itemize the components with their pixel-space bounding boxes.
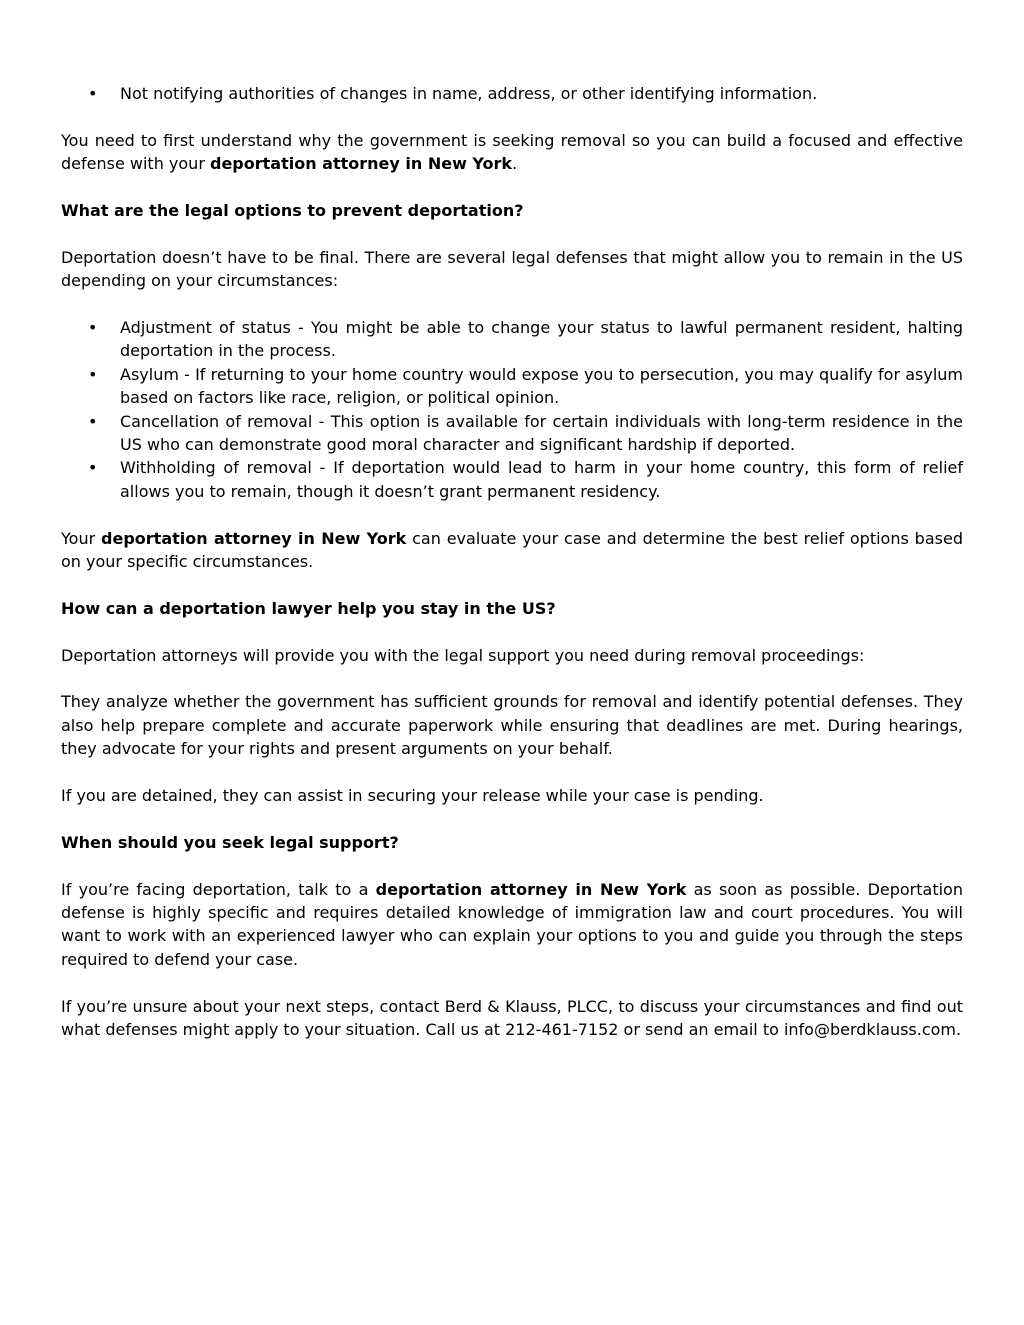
heading-seek-support: When should you seek legal support?: [61, 832, 399, 852]
bullet-icon: •: [88, 364, 98, 384]
list-item: [61, 363, 963, 410]
paragraph-understand-removal: You need to first understand why the government is seeking removal so you can build a focused and effective defense with your deportation attorney in New York.: [61, 130, 963, 174]
paragraph-deportation-not-final: Deportation doesn’t have to be final. There are several legal defenses that might allow you to remain in the US depending on your circumstances:: [61, 247, 963, 291]
list-item: [61, 82, 963, 105]
options-bullet-list: [61, 316, 963, 503]
list-item-text: Asylum - If returning to your home country would expose you to persecution, you may qualify for asylum based on factors like race, religion, or political opinion.: [120, 364, 963, 408]
bold-keyword: deportation attorney in New York: [209, 154, 513, 174]
intro-bullet-list: [61, 82, 963, 105]
list-item: [61, 456, 963, 503]
bullet-icon: •: [88, 84, 98, 103]
paragraph-attorney-evaluate: Your deportation attorney in New York can evaluate your case and determine the best relief options based on your specific circumstances.: [61, 528, 963, 572]
list-item-text: Not notifying authorities of changes in name, address, or other identifying information.: [120, 84, 818, 103]
heading-legal-options: What are the legal options to prevent deportation?: [61, 201, 524, 220]
list-item-text: Adjustment of status - You might be able to change your status to lawful permanent resident, halting deportation in the process.: [120, 318, 963, 361]
list-item-text: Cancellation of removal - This option is available for certain individuals with long-term residence in the US who can demonstrate good moral character and significant hardship if deported.: [120, 411, 963, 455]
bold-keyword: deportation attorney in New York: [375, 879, 687, 899]
paragraph-analyze-grounds: They analyze whether the government has sufficient grounds for removal and identify potential defenses. They also help prepare complete and accurate paperwork while ensuring that deadlines are met. During hearings, they advocate for your rights and present arguments on your behalf.: [61, 692, 963, 759]
bullet-icon: •: [88, 318, 98, 337]
list-item: [61, 410, 963, 457]
paragraph-detained: If you are detained, they can assist in securing your release while your case is pending.: [61, 786, 764, 806]
paragraph-facing-deportation: If you’re facing deportation, talk to a deportation attorney in New York as soon as possible. Deportation defense is highly specific and requires detailed knowledge of immigration law and court procedures. You will want to work with an experienced lawyer who can explain your options to you and guide you through the steps required to defend your case.: [61, 879, 963, 969]
paragraph-contact: If you’re unsure about your next steps, contact Berd & Klauss, PLCC, to discuss your circumstances and find out what defenses might apply to your situation. Call us at 212-461-7152 or send an email to info@berdklauss.com.: [61, 996, 963, 1040]
bullet-icon: •: [88, 411, 98, 431]
list-item: [61, 316, 963, 363]
paragraph-legal-support: Deportation attorneys will provide you with the legal support you need during removal proceedings:: [61, 645, 865, 665]
list-item-text: Withholding of removal - If deportation would lead to harm in your home country, this form of relief allows you to remain, though it doesn’t grant permanent residency.: [120, 458, 963, 501]
document-page: [61, 82, 963, 1065]
bullet-icon: •: [88, 458, 98, 478]
bold-keyword: deportation attorney in New York: [101, 528, 407, 548]
heading-lawyer-help: How can a deportation lawyer help you stay in the US?: [61, 598, 556, 618]
